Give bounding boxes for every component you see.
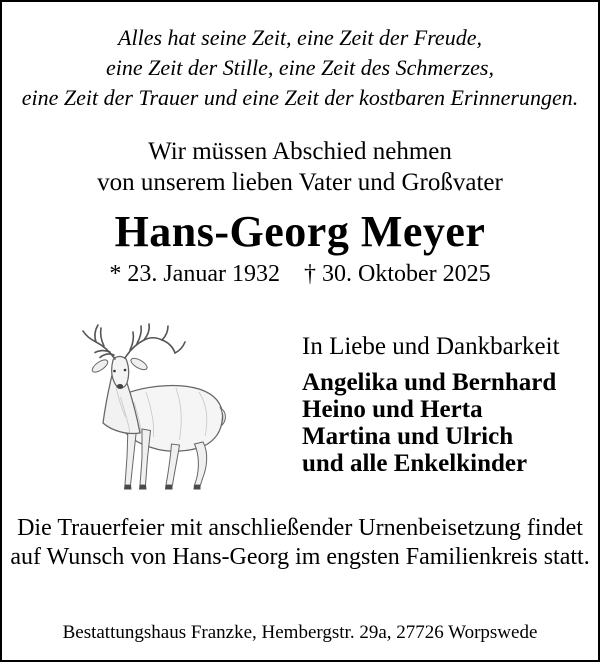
funeral-info-line: Die Trauerfeier mit anschließender Urnenbeisetzung findet <box>17 515 583 541</box>
birth-date: * 23. Januar 1932 <box>109 261 280 287</box>
farewell-intro <box>2 136 598 198</box>
deceased-name: Hans-Georg Meyer <box>114 207 486 256</box>
intro-line: Wir müssen Abschied nehmen <box>148 138 452 165</box>
quote-line: eine Zeit der Trauer und eine Zeit der kostbaren Erinnerungen. <box>21 85 579 110</box>
condolence-intro: In Liebe und Dankbarkeit <box>302 333 560 360</box>
mourners-list <box>302 369 560 477</box>
death-date: † 30. Oktober 2025 <box>303 261 491 287</box>
mourner-line: und alle Enkelkinder <box>302 450 528 477</box>
funeral-home-footer: Bestattungshaus Franzke, Hembergstr. 29a, 27726 Worpswede <box>62 622 538 643</box>
mourner-line: Martina und Ulrich <box>302 423 514 450</box>
opening-quote <box>2 23 598 113</box>
quote-line: eine Zeit der Stille, eine Zeit des Schmerzes, <box>106 55 494 80</box>
mourner-line: Angelika und Bernhard <box>302 369 557 396</box>
stag-illustration <box>70 322 230 492</box>
middle-section <box>2 320 598 492</box>
mourner-line: Heino und Herta <box>302 396 483 423</box>
funeral-info-line: auf Wunsch von Hans-Georg im engsten Familienkreis statt. <box>10 544 590 570</box>
funeral-info <box>2 514 598 572</box>
intro-line: von unserem lieben Vater und Großvater <box>97 169 503 196</box>
condolence-block <box>302 334 560 477</box>
quote-line: Alles hat seine Zeit, eine Zeit der Freude, <box>118 25 482 50</box>
life-dates <box>2 260 598 288</box>
